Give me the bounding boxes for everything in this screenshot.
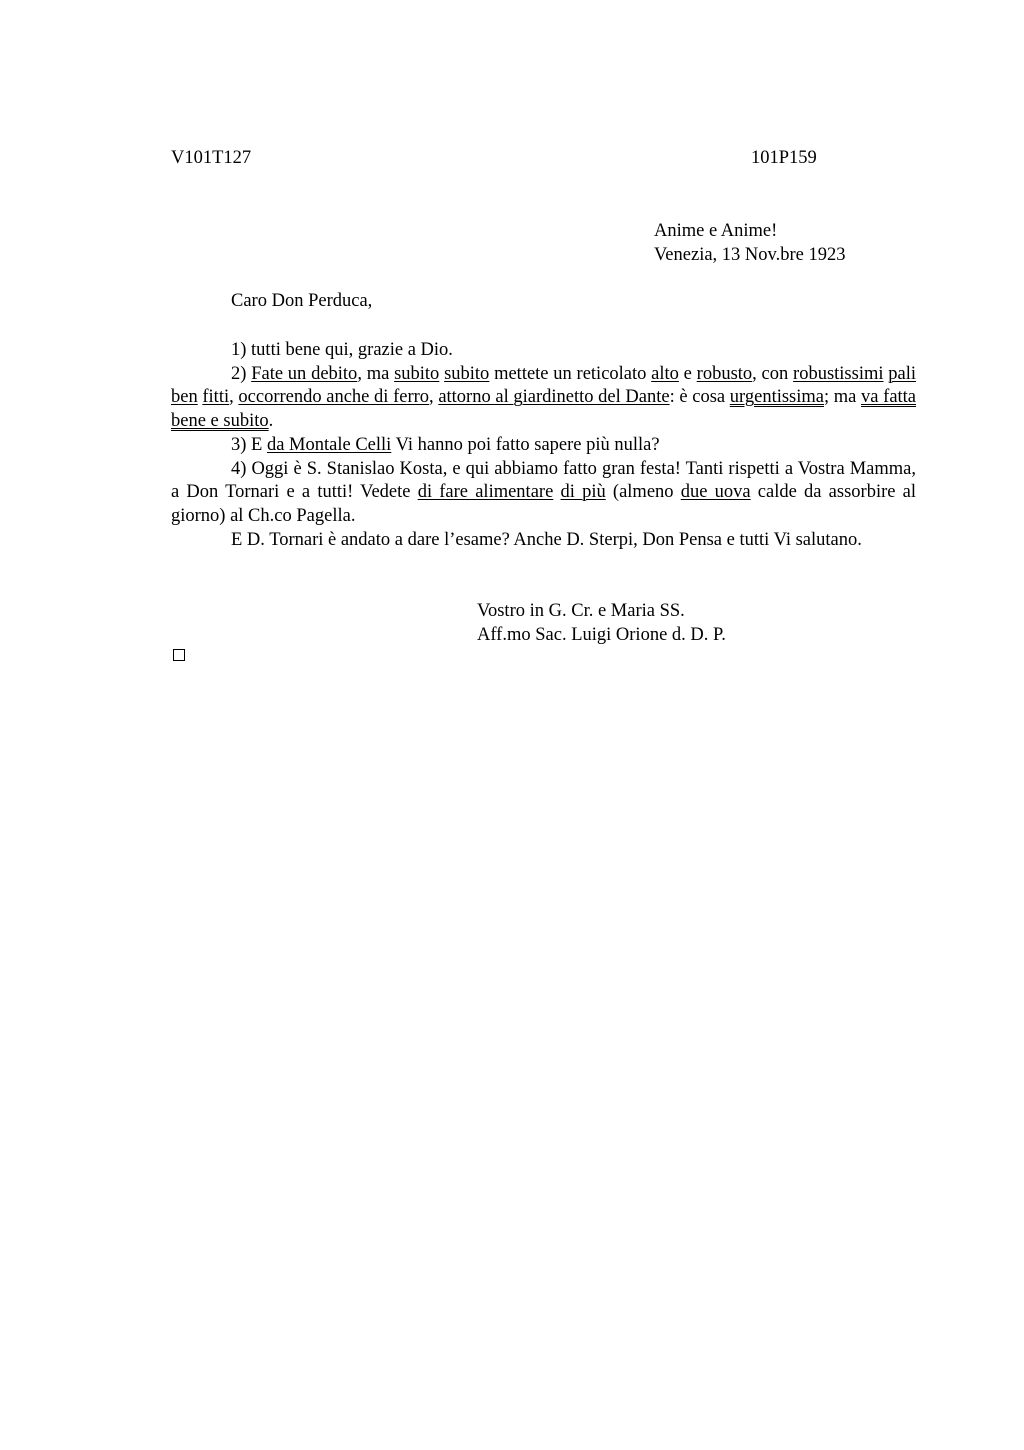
paragraph-1: 1) tutti bene qui, grazie a Dio.: [231, 340, 453, 360]
double-underlined-text: urgentissima: [729, 387, 824, 408]
place-date: Venezia, 13 Nov.bre 1923: [654, 245, 846, 265]
underlined-text: due uova: [680, 482, 751, 503]
underlined-text: robustissimi: [793, 363, 884, 384]
paragraph-3: [171, 434, 916, 458]
text-run: Vi hanno poi fatto sapere più nulla?: [391, 434, 660, 455]
text-run: calde da assorbire al giorno) al Ch.co Pagella.: [171, 482, 917, 526]
text-run: e: [678, 363, 697, 384]
double-underlined-text: va fatta bene e subito: [171, 387, 917, 432]
reference-code-right: 101P159: [751, 148, 817, 168]
text-run: mettete un reticolato: [489, 363, 652, 384]
underlined-text: ben: [171, 387, 198, 408]
underlined-text: fitti: [202, 387, 230, 408]
underlined-text: Fate un debito: [251, 363, 358, 384]
underlined-text: robusto: [696, 363, 753, 384]
signature-block: [477, 599, 726, 647]
motto: Anime e Anime!: [654, 221, 778, 241]
underlined-text: da Montale Celli: [266, 434, 392, 455]
text-run: ; ma: [824, 387, 862, 408]
underlined-text: di fare alimentare: [417, 482, 554, 503]
text-run: ,: [429, 387, 439, 408]
paragraph-2: [171, 363, 916, 434]
underlined-text: di più: [560, 482, 606, 503]
signature-line-1: Vostro in G. Cr. e Maria SS.: [477, 601, 685, 621]
text-run: 2): [231, 363, 252, 384]
text-run: .: [268, 411, 274, 432]
text-run: ,: [229, 387, 239, 408]
text-run: , ma: [357, 363, 395, 384]
empty-box-icon: [173, 649, 185, 661]
letter-body: [171, 339, 916, 552]
reference-code-left: V101T127: [171, 148, 252, 168]
underlined-text: subito: [394, 363, 440, 384]
letter-heading: [654, 219, 845, 267]
text-run: , con: [752, 363, 794, 384]
underlined-text: occorrendo anche di ferro: [238, 387, 430, 408]
underlined-text: pali: [888, 363, 917, 384]
paragraph-5: E D. Tornari è andato a dare l’esame? Anche D. Sterpi, Don Pensa e tutti Vi salutano.: [231, 529, 862, 550]
underlined-text: subito: [444, 363, 490, 384]
underlined-text: alto: [651, 363, 679, 384]
text-run: (almeno: [605, 482, 681, 503]
text-run: 4) Oggi è S. Stanislao Kosta, e qui abbiamo fatto gran festa! Tanti rispetti a Vostra Mamma, a Don Tornari e a tutti! Vedete: [171, 458, 916, 503]
paragraph-4: [171, 458, 916, 529]
text-run: 3) E: [231, 434, 267, 455]
text-run: : è cosa: [669, 387, 730, 408]
signature-line-2: Aff.mo Sac. Luigi Orione d. D. P.: [477, 625, 726, 645]
salutation: Caro Don Perduca,: [231, 291, 373, 311]
underlined-text: attorno al giardinetto del Dante: [438, 387, 670, 408]
